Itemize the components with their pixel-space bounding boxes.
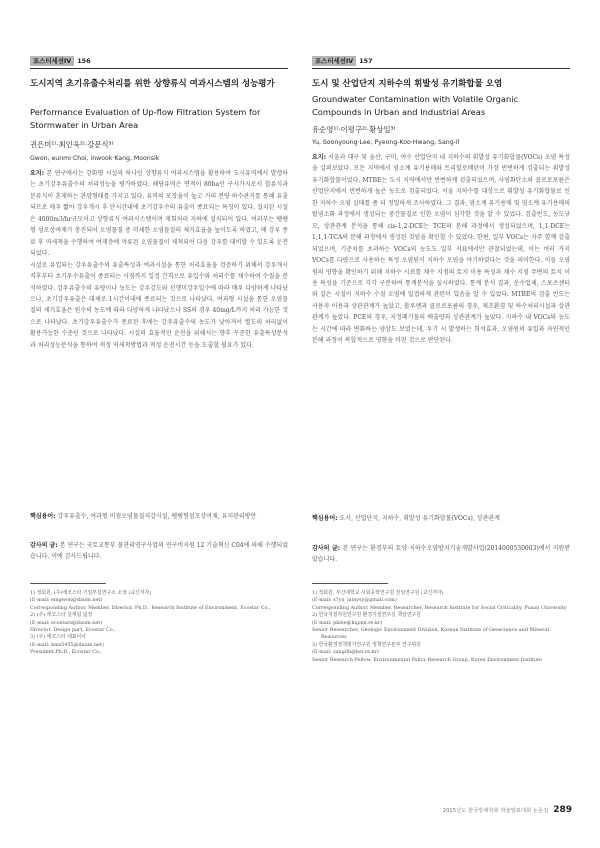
session-header <box>30 56 91 66</box>
ack-label: 감사의 글: <box>312 545 341 552</box>
authors-english: Gwon, eunmi·Choi, inwook·Kang, Moonsik <box>30 155 160 162</box>
session-header <box>312 56 373 66</box>
footnote-line: (E-mail: s7yu_iamysy@gmail.com) <box>312 597 397 604</box>
footnote-line: Corresponding Author, Member, Director, Ph.D., Research Institute of Environment, Ecostar Co., <box>30 604 271 611</box>
footnote-line: (E-mail: emgwon@daum.net) <box>30 597 103 604</box>
footnote-line: (E-mail: sangilh@kei.re.kr) <box>312 649 379 656</box>
acknowledgment: 감사의 글: 본 연구는 환경부의 토양·지하수오염방지기술개발사업(2014000530003)에서 지원받았습니다. <box>312 545 570 564</box>
footnote-line: Senior Researcher, Geologic Environment Division, Korean Institute of Geoscience and Mineral Resources <box>312 627 549 641</box>
footnote-rule <box>312 583 388 584</box>
footnote-rule <box>30 583 106 584</box>
footnote-line: Director, Design part, Ecostar Co., <box>30 627 116 634</box>
footnote-line: Senior Research Fellow, Environmental Policy Research Group, Korea Environment Institute <box>312 656 542 663</box>
authors-korean: 권은미¹⁾·최인욱²⁾·강문식³⁾ <box>30 140 114 149</box>
title-english: Groundwater Contamination with Volatile Organic Compounds in Urban and Industrial Areas <box>312 94 519 117</box>
footnote-line: President,Ph.D., Ecostar Co., <box>30 649 102 656</box>
title-korean: 도시지역 초기유출수처리를 위한 상향류식 여과시스템의 성능평가 <box>30 79 275 89</box>
footnotes <box>30 590 288 657</box>
session-page-number: 156 <box>77 57 91 65</box>
footnote-line: 3) 한국환경정책평가연구원 정책연구본부 연구위원 <box>312 641 421 648</box>
acknowledgment: 감사의 글: 본 연구는 국토교통부 물관리연구사업의 연구비지원 12 기술혁신 C04에 의해 수행되었습니다. 이에 감사드립니다. <box>30 542 288 561</box>
abstract-label: 요지: <box>30 170 44 177</box>
session-tag: 포스터세션IV <box>312 56 356 66</box>
keywords-label: 핵심용어: <box>30 513 56 520</box>
abstract-label: 요지: <box>312 154 326 161</box>
ack-label: 감사의 글: <box>30 542 58 549</box>
page-footer <box>443 805 572 815</box>
footnote-line: (E-mail: pklee@kigam.re.kr) <box>312 619 383 626</box>
conference-name: 2015년도 한국방재학회 학술발표대회 논문집 <box>442 808 549 814</box>
footnote-line: 2) (주) 에코스타 설계팀 팀장 <box>30 612 93 619</box>
abstract-paragraph-2: 시설로 유입되는 강우유출수의 유출특성과 여과시설을 통한 처리효율을 검증하기 위해서 강우개시직후부터 초기우수유출이 종료되는 시점까지 일정 간격으로 유입수와 처리수를 채수하여 수질을 분석하였다. 강우유출수의 유량이나 농도는 강우강도와 선행미강우일수에 따라 매우 다양하게 나타났으나, 초기강우유출은 대체로 1시간이내에 종료되는 것으로 나타났다. 여과형 시설을 통한 오염물질의 제거효율은 원수의 농도에 따라 다양하게 나타났으나 SS의 경우 40mg/L까지 처리 가능한 것으로 나타났다. 초기강우유출수가 종료된 후에는 강우유출수의 농도가 낮아져서 별도의 처리없이 활용가능한 수준인 것으로 나타났다. 시설의 효율적인 운전을 위해서는 향후 꾸준한 유출특성분석과 처리성능분석을 통하여 적정 역세척방법과 적정 운전시간 등을 도출할 필요가 있다. <box>30 261 288 349</box>
keywords: 핵심용어: 강우유출수, 여과형 비점오염물질저감시설, 팽팽형섬모상여재, 유지관리방안 <box>30 513 257 520</box>
abstract <box>30 168 288 351</box>
abstract <box>312 152 570 347</box>
authors-korean: 유순영¹⁾·이평구²⁾·황상일³⁾ <box>312 125 396 134</box>
abstract-paragraph-1: 요지: 본 연구에서는 강화형 시설의 하나인 상향류식 여과시스템을 활용하여 도시유역에서 발생하는 초기강우유출수의 처리성능을 평가하였다. 해당유역은 면적이 80ha인 구시가지로서 합류식과 분류식이 혼재하는 관망형태를 가지고 있다. 유역의 포장율이 높고 거의 전량 하수관거를 통해 유출되므로 매우 짧아 강우개시 후 단시간내에 초기강우수의 유출이 종료되는 특징이 있다. 설치된 시설은 4000m3/hr규모이고 상향류식 여과시스템이며 재회처리 지하에 설치되어 있다. 여과부는 팽팽형 섬모상여재가 충진되어 오염물질 중 미세한 오염물질의 제거효율을 높이도록 하였고, 매 강우 종료 후 역세척을 수행하여 여재층에 억류된 오염물질이 세척되어 다음 강우를 대비할 수 있도록 운전되었다. <box>30 170 288 258</box>
footnote-line: 1) 정회원, 부산대학교 사회공학연구원 전임연구원 (교신저자) <box>312 590 444 596</box>
footnotes <box>312 590 570 664</box>
footnote-line: Corresponding Author, Member, Researcher, Research Institute for Social Criticality, Pusan University <box>312 604 567 611</box>
footnote-line: 1) 정회원, (주)에코스타 기업부설연구소 소장 (교신저자) <box>30 590 152 596</box>
page-number: 289 <box>553 805 572 815</box>
footnote-line: 3) (주) 에코스타 대표이사 <box>30 634 87 641</box>
authors-english: Yu, Soonyoung·Lee, Pyeong-Koo·Hwang, Sang-Il <box>312 139 460 146</box>
session-tag: 포스터세션IV <box>30 56 74 66</box>
keywords-label: 핵심용어: <box>312 515 338 522</box>
header-rule <box>312 68 570 69</box>
keywords: 핵심용어: 도시, 산업단지, 지하수, 휘발성 유기화합물(VOCs), 상관관계 <box>312 515 500 522</box>
header-rule <box>30 68 288 69</box>
footnote-line: 2) 한국지질자원연구원 환경지질연구실 책임연구원 <box>312 612 421 619</box>
footnote-line: (E-mail: kms5455@daum.net) <box>30 641 104 648</box>
abstract-paragraph-1: 요지: 서울과 대구 및 울산, 구미, 여수 산업단지 내 지하수의 휘발성 유기화합물(VOCs) 오염 특성을 살펴보았다. 모든 지역에서 염소계 유기용매와 트리할로메탄이 가장 빈번하게 검출되는 휘발성 유기화합물이었다. MTBE는 도시 지역에서만 빈번하게 검출되었으며, 사염화탄소와 클로로포름은 산업단지에서 빈번하게 높은 농도로 검출되었다. 서울 지하수를 대상으로 휘발성 유기화합물로 인한 지하수 오염 실태를 좀 더 정밀하게 조사하였다. 그 결과, 염소계 유기용매 및 염소계 유기용매의 탈염소화 과정에서 생성되는 중간물질로 인한 오염이 심각한 것을 알 수 있었다. 검출빈도, 농도규모, 상관관계 분석을 통해 cis-1,2-DCE는 TCE의 분해 과정에서 생성되었으며, 1,1-DCE는 1,1,1-TCA의 분해 과정에서 생성된 것임을 확인할 수 있었다. 한편, 일부 VOCs는 자주 함께 검출되었으며, 기준치를 초과하는 VOCs의 농도도 일부 지표에서만 관찰되었는데, 이는 여러 가지 VOCs를 다량으로 사용하는 특정 오염원이 지하수 오염을 야기하였다는 것을 의미한다. 이들 오염원의 영향을 확인하기 위해 지하수 시료를 채수 지점의 토지 이용 특성과 채수 지점 주변의 토지 이용 특성을 기준으로 각각 구분하여 통계분석을 실시하였다. 통계 분석 결과, 운수업체, 스포츠센터와 같은 시설이 지하수 수질 오염에 밀접하게 관련이 있음을 알 수 있었다. MTBE의 검출 빈도는 사용자 이용과 상관관계가 높았고, 톨루엔과 클로로포름의 경우, 제조환경 및 하수처리시설과 상관관계가 높았다. PCE의 경우, 지정폐기물의 배출량과 상관관계가 높았다. 지하수 내 VOCs의 농도는 시간에 따라 변화하는 양상도 보였는데, 우기 시 발생하는 희석효과, 오염원의 유입과 자연적인 분해 과정이 복합적으로 영향을 미친 것으로 판단된다. <box>312 154 570 345</box>
session-page-number: 157 <box>359 57 373 65</box>
title-english: Performance Evaluation of Up-flow Filtration System for Stormwater in Urban Area <box>30 107 261 130</box>
title-korean: 도시 및 산업단지 지하수의 휘발성 유기화합물 오염 <box>312 79 503 89</box>
footnote-line: (E-mail: ecostars@daum.net) <box>30 619 103 626</box>
